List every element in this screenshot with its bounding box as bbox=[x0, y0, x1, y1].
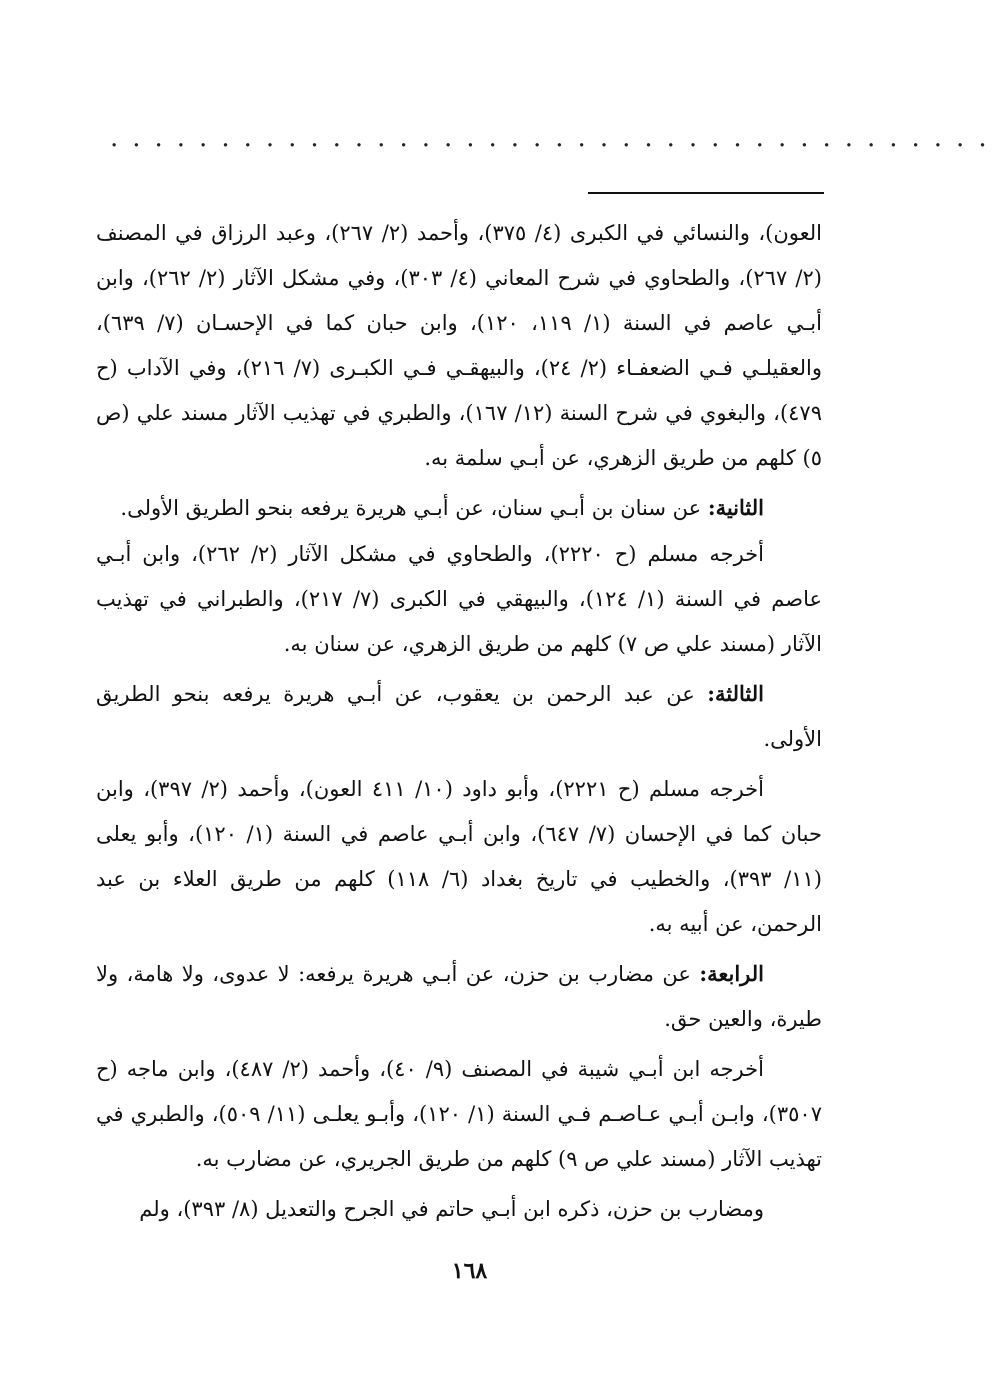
paragraph-7 bbox=[96, 1046, 822, 1182]
page-number: ١٦٨ bbox=[451, 1258, 488, 1284]
paragraph-8 bbox=[96, 1186, 822, 1232]
paragraph-lead: الرابعة: bbox=[699, 961, 764, 986]
paragraph-text: العون)، والنسائي في الكبرى (٤/ ٣٧٥)، وأحمد (٢/ ٢٦٧)، وعبد الرزاق في المصنف (٢/ ٢٦٧)، والطحاوي في شرح المعاني (٤/ ٣٠٣)، وفي مشكل الآثار (٢/ ٢٦٢)، وابن أبـي عاصم في السنة (١/ ١١٩، ١٢٠)، وابن حبان كما في الإحسـان (٧/ ٦٣٩)، والعقيلـي فـي الضعفـاء (٢/ ٢٤)، والبيهقـي فـي الكبـرى (٧/ ٢١٦)، وفي الآداب (ح ٤٧٩)، والبغوي في شرح السنة (١٢/ ١٦٧)، والطبري في تهذيب الآثار مسند علي (ص ٥) كلهم من طريق الزهري، عن أبـي سلمة به. bbox=[96, 221, 822, 470]
dotted-separator: ........................................ bbox=[110, 123, 1001, 153]
paragraph-text: عن عبد الرحمن بن يعقوب، عن أبـي هريرة يرفعه بنحو الطريق الأولى. bbox=[96, 682, 822, 751]
paragraph-5 bbox=[96, 766, 822, 947]
paragraph-text: أخرجه مسلم (ح ٢٢٢٠)، والطحاوي في مشكل الآثار (٢/ ٢٦٢)، وابن أبـي عاصم في السنة (١/ ١٢٤)، والبيهقي في الكبرى (٧/ ٢١٧)، والطبراني في تهذيب الآثار (مسند علي ص ٧) كلهم من طريق الزهري، عن سنان به. bbox=[96, 542, 822, 656]
paragraph-text: ومضارب بن حزن، ذكره ابن أبـي حاتم في الجرح والتعديل (٨/ ٣٩٣)، ولم bbox=[139, 1197, 764, 1221]
paragraph-3 bbox=[96, 531, 822, 667]
paragraph-lead: الثالثة: bbox=[707, 681, 764, 706]
paragraph-lead: الثانية: bbox=[707, 495, 764, 520]
footnote-body bbox=[96, 210, 822, 1232]
paragraph-text: عن مضارب بن حزن، عن أبـي هريرة يرفعه: لا عدوى، ولا هامة، ولا طيرة، والعين حق. bbox=[96, 962, 822, 1031]
paragraph-2 bbox=[96, 485, 822, 531]
footnote-rule bbox=[588, 192, 824, 194]
paragraph-6 bbox=[96, 951, 822, 1042]
paragraph-4 bbox=[96, 671, 822, 762]
paragraph-1 bbox=[96, 210, 822, 481]
paragraph-text: عن سنان بن أبـي سنان، عن أبـي هريرة يرفعه بنحو الطريق الأولى. bbox=[120, 496, 708, 520]
paragraph-text: أخرجه ابن أبـي شيبة في المصنف (٩/ ٤٠)، وأحمد (٢/ ٤٨٧)، وابن ماجه (ح ٣٥٠٧)، وابـن أبـي عـاصـم فـي السنة (١/ ١٢٠)، وأبـو يعلـى (١١/ ٥٠٩)، والطبري في تهذيب الآثار (مسند علي ص ٩) كلهم من طريق الجريري، عن مضارب به. bbox=[96, 1057, 822, 1171]
paragraph-text: أخرجه مسلم (ح ٢٢٢١)، وأبو داود (١٠/ ٤١١ العون)، وأحمد (٢/ ٣٩٧)، وابن حبان كما في الإحسان (٧/ ٦٤٧)، وابن أبـي عاصم في السنة (١/ ١٢٠)، وأبو يعلى (١١/ ٣٩٣)، والخطيب في تاريخ بغداد (٦/ ١١٨) كلهم من طريق العلاء بن عبد الرحمن، عن أبيه به. bbox=[96, 777, 822, 936]
